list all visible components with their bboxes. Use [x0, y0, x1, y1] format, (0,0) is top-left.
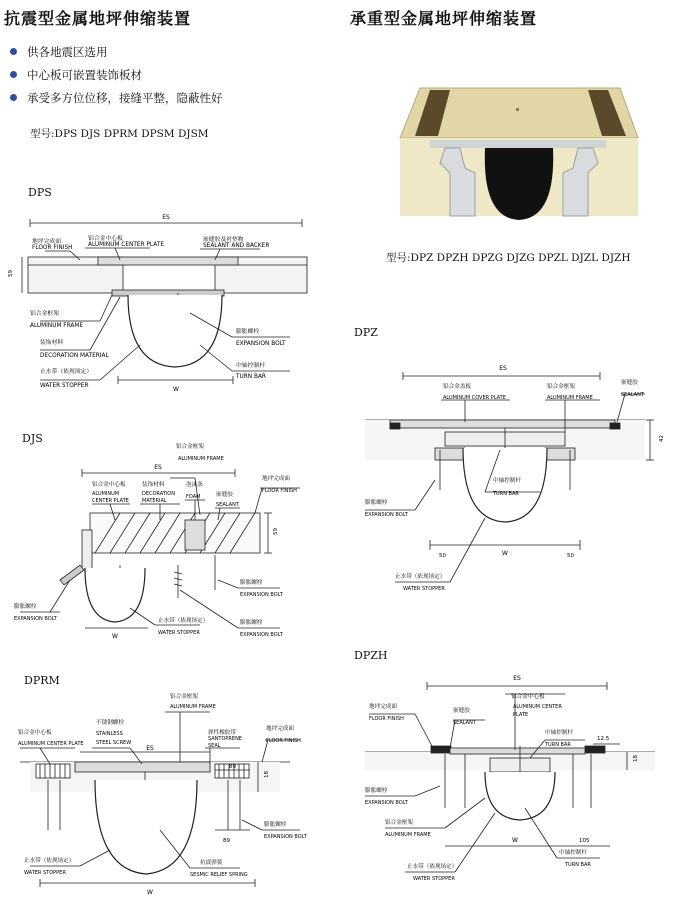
djs-es: ES — [154, 464, 162, 471]
dpzh-floor-en: FLOOR FINISH — [369, 716, 404, 722]
dpzh-bolt-cn: 膨胀螺栓 — [365, 788, 388, 794]
djs-foam-en: FOAM — [186, 494, 201, 500]
djs-bolt3-en: EXPANSION BOLT — [240, 632, 283, 638]
djs-stopper-en: WATER STOPPER — [158, 630, 200, 636]
dprm-bolt-en: EXPANSION BOLT — [264, 834, 307, 840]
dprm-stopper-cn: 止水带（依现场定） — [24, 858, 75, 864]
djs-bolt1-en: EXPANSION BOLT — [14, 616, 57, 622]
djs-dim: 59 — [273, 528, 279, 535]
dpzh-turn2-cn: 中轴控制杆 — [559, 850, 587, 856]
dps-center-en: ALUMINUM CENTER PLATE — [88, 242, 164, 248]
dprm-drawing — [0, 690, 330, 900]
dpz-drawing — [335, 350, 670, 600]
dps-frame-cn: 铝合金框架 — [30, 311, 59, 317]
djs-sealant-en: SEALANT — [216, 502, 239, 508]
dprm-spring-en: SESMIC RELIEF SPRING — [190, 872, 248, 878]
bullet-icon — [10, 48, 17, 55]
dprm-spring-cn: 抗震弹簧 — [200, 860, 223, 866]
dpz-turn-en: TURN BAR — [493, 491, 519, 497]
dpz-sealant-cn: 嵌缝胶 — [621, 380, 638, 386]
feature-list — [10, 40, 223, 109]
dps-center-cn: 铝合金中心板 — [88, 236, 123, 242]
dps-floor-cn: 地坪完成面 — [32, 239, 61, 245]
dpz-turn-cn: 中轴控制杆 — [493, 478, 521, 484]
bullet-icon — [10, 94, 17, 101]
djs-center-en2: CENTER PLATE — [92, 498, 129, 504]
dpzh-bolt-en: EXPANSION BOLT — [365, 800, 408, 806]
dpzh-floor-cn: 地坪完成面 — [369, 704, 397, 710]
djs-bolt2-en: EXPANSION BOLT — [240, 592, 283, 598]
left-title: 抗震型金属地坪伸缩装置 — [4, 9, 192, 28]
djs-floor-en: FLOOR FINISH — [262, 488, 297, 494]
dprm-dim-bot: 89 — [223, 838, 230, 844]
dprm-center-en: ALUMINUM CENTER PLATE — [18, 741, 84, 747]
dps-stopper-en: WATER STOPPER — [40, 383, 89, 389]
dpzh-dim-h: 18 — [633, 755, 639, 762]
dpzh-sealant-cn: 嵌缝胶 — [453, 708, 470, 714]
djs-center-en1: ALUMINUM — [92, 491, 120, 497]
djs-bolt1-cn: 膨胀螺栓 — [14, 604, 37, 610]
dprm-es: ES — [146, 745, 154, 752]
dpzh-es: ES — [513, 675, 521, 682]
dps-bolt-cn: 膨胀螺栓 — [236, 329, 260, 335]
dpzh-dim-b: 105 — [579, 838, 590, 844]
dps-w: W — [173, 386, 179, 393]
dps-deco-en: DECORATION MATERIAL — [40, 353, 109, 359]
left-models: 型号:DPS DJS DPRM DPSM DJSM — [30, 128, 209, 140]
dpzh-turn1-en: TURN BAR — [545, 742, 571, 748]
dprm-bolt-cn: 膨胀螺栓 — [264, 822, 287, 828]
dpzh-w: W — [512, 837, 518, 844]
dpz-es: ES — [499, 365, 507, 372]
djs-stopper-cn: 止水带（依现场定） — [158, 618, 209, 624]
feature-item: 供各地震区选用 — [10, 40, 223, 63]
dprm-w: W — [147, 889, 153, 896]
djs-label: DJS — [22, 432, 43, 445]
dpzh-center-cn: 铝合金中心板 — [511, 694, 545, 700]
djs-sealant-cn: 嵌缝胶 — [216, 492, 233, 498]
dpz-label: DPZ — [354, 326, 378, 339]
dprm-seal-cn: 弹性橡胶带 — [208, 730, 236, 736]
dpz-cover-en: ALUMINUM COVER PLATE — [443, 395, 506, 401]
dprm-frame-cn: 铝合金框架 — [170, 694, 198, 700]
dpzh-frame-cn: 铝合金框架 — [385, 820, 413, 826]
djs-foam-cn: 泡沫条 — [186, 482, 203, 488]
djs-bolt2-cn: 膨胀螺栓 — [240, 580, 263, 586]
dps-frame-en: ALUMINUM FRAME — [30, 323, 84, 329]
dps-deco-cn: 装饰材料 — [40, 340, 64, 346]
dps-floor-en: FLOOR FINISH — [32, 245, 73, 251]
dpzh-turn1-cn: 中轴控制杆 — [545, 730, 573, 736]
dpz-bolt-cn: 膨胀螺栓 — [365, 500, 388, 506]
dps-dim: 59 — [8, 270, 14, 277]
djs-deco-cn: 装饰材料 — [142, 482, 165, 488]
dpzh-turn2-en: TURN BAR — [565, 862, 591, 868]
dpz-frame-cn: 铝合金框架 — [547, 384, 575, 390]
dprm-stopper-en: WATER STOPPER — [24, 870, 66, 876]
dpzh-sealant-en: SEALANT — [453, 720, 476, 726]
dpzh-label: DPZH — [354, 649, 388, 662]
dps-bolt-en: EXPANSION BOLT — [236, 341, 286, 347]
dpzh-center-en2: PLATE — [513, 712, 529, 718]
dpzh-stopper-en: WATER STOPPER — [413, 876, 455, 882]
dps-stopper-cn: 止水带（依现场定） — [40, 369, 93, 375]
dprm-dim-top: 89 — [229, 764, 236, 770]
dpz-frame-en: ALUMINUM FRAME — [547, 395, 593, 401]
djs-bolt3-cn: 膨胀螺栓 — [240, 620, 263, 626]
djs-frame-en: ALUMINUM FRAME — [178, 456, 224, 462]
dpz-sealant-en: SEALANT — [621, 392, 644, 398]
dpzh-center-en1: ALUMINUM CENTER — [513, 704, 562, 710]
djs-deco-en2: MATERIAL — [142, 498, 167, 504]
feature-item: 中心板可嵌置装饰板材 — [10, 63, 223, 86]
djs-drawing — [0, 440, 330, 655]
feature-item: 承受多方位位移，接缝平整，隐蔽性好 — [10, 86, 223, 109]
right-models: 型号:DPZ DPZH DPZG DJZG DPZL DJZL DJZH — [386, 252, 631, 264]
djs-floor-cn: 地坪完成面 — [262, 476, 290, 482]
dps-label: DPS — [28, 186, 52, 199]
dprm-floor-cn: 地坪完成面 — [266, 726, 294, 732]
djs-w: W — [112, 633, 118, 640]
dprm-floor-en: FLOOR FINISH — [266, 738, 301, 744]
bullet-icon — [10, 71, 17, 78]
dpz-dim-r: 50 — [567, 553, 574, 559]
dpz-cover-cn: 铝合金盖板 — [443, 384, 471, 390]
dpz-bolt-en: EXPANSION BOLT — [365, 512, 408, 518]
product-photo — [390, 78, 642, 228]
djs-deco-en1: DECORATION — [142, 491, 175, 497]
dprm-center-cn: 铝合金中心板 — [18, 730, 52, 736]
dprm-seal-en1: SANTOPRENE — [208, 736, 242, 742]
dps-sealant-cn: 嵌缝胶及衬垫物 — [203, 237, 244, 243]
right-title: 承重型金属地坪伸缩装置 — [350, 9, 538, 28]
dpzh-frame-en: ALUMINUM FRAME — [385, 832, 431, 838]
dps-es: ES — [162, 214, 170, 221]
dprm-screw-en2: STEEL SCREW — [96, 740, 132, 746]
dps-drawing — [0, 205, 330, 405]
dpzh-drawing — [335, 668, 670, 898]
dpz-stopper-en: WATER STOPPER — [403, 586, 445, 592]
dpz-dim-h: 42 — [659, 435, 665, 442]
dps-turn-en: TURN BAR — [236, 374, 266, 380]
dpzh-stopper-cn: 止水带（依现场定） — [407, 864, 458, 870]
dpzh-dim-a: 12.5 — [597, 736, 610, 742]
djs-frame-cn: 铝合金框架 — [176, 444, 204, 450]
dprm-frame-en: ALUMINUM FRAME — [170, 704, 216, 710]
dprm-seal-en2: SEAL — [208, 743, 221, 749]
dps-turn-cn: 中轴控制杆 — [236, 363, 265, 369]
dpz-w: W — [502, 550, 508, 557]
dprm-dim-h: 18 — [264, 771, 270, 778]
dps-sealant-en: SEALANT AND BACKER — [203, 243, 270, 249]
dpz-dim-l: 50 — [439, 553, 446, 559]
dprm-label: DPRM — [24, 674, 60, 687]
dprm-screw-en1: STAINLESS — [96, 731, 123, 737]
djs-center-cn: 铝合金中心板 — [92, 482, 126, 488]
dpz-stopper-cn: 止水带（依现场定） — [395, 574, 446, 580]
dprm-screw-cn: 不锈钢螺栓 — [96, 720, 124, 726]
